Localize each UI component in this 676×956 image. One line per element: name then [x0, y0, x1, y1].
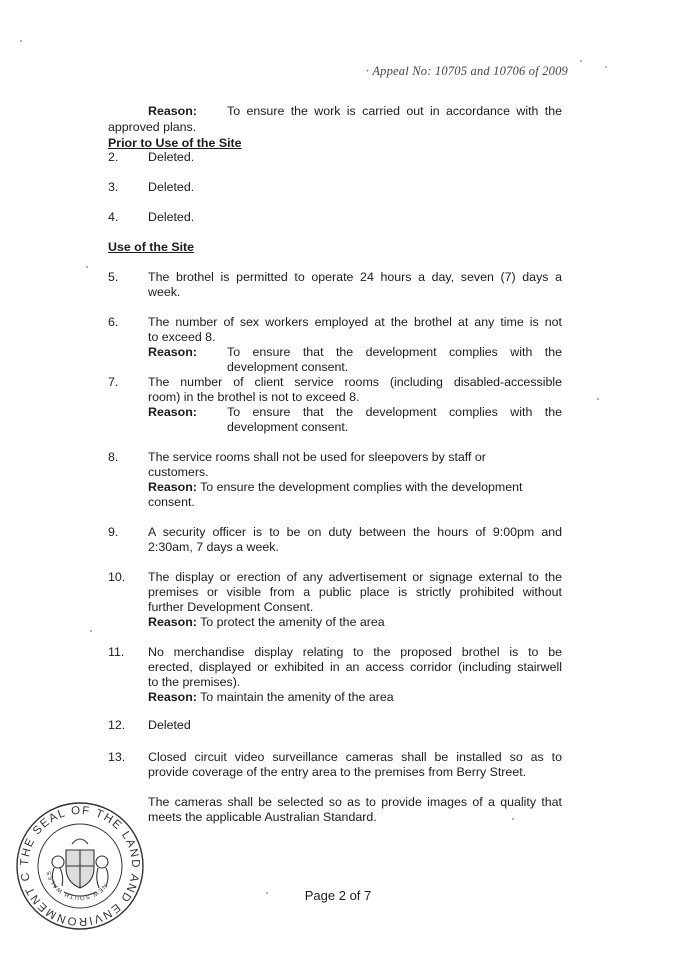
condition-number: 5. — [108, 270, 119, 284]
condition-text: week. — [148, 285, 181, 299]
cameras-paragraph — [148, 795, 562, 825]
intro-reason — [148, 104, 562, 119]
reason-label: Reason: — [148, 345, 197, 359]
condition-text: A security officer is to be on duty between the hours of 9:00pm and — [148, 525, 562, 539]
section-heading-use: Use of the Site — [108, 240, 195, 254]
condition-text: customers. — [148, 465, 209, 479]
reason-label: Reason: — [148, 104, 197, 118]
condition-reason — [148, 615, 562, 630]
condition-reason — [148, 405, 562, 420]
reason-text-continued: approved plans. — [108, 120, 197, 134]
condition-text: No merchandise display relating to the proposed brothel is to be — [148, 645, 562, 659]
reason-text: To protect the amenity of the area — [200, 615, 385, 629]
condition-4 — [108, 210, 194, 225]
condition-text: to the premises). — [148, 675, 241, 689]
condition-reason — [148, 480, 562, 495]
condition-number: 10. — [108, 570, 126, 584]
condition-8 — [148, 450, 562, 510]
condition-text: Deleted. — [148, 180, 195, 194]
condition-7 — [148, 375, 562, 435]
condition-11 — [148, 645, 562, 705]
reason-text: development consent. — [227, 420, 349, 434]
condition-text: The brothel is permitted to operate 24 hours a day, seven (7) days a — [148, 270, 562, 284]
condition-13 — [148, 750, 562, 780]
reason-text: To ensure that the development complies with the — [227, 405, 562, 419]
condition-number: 11. — [108, 645, 125, 659]
reason-text: To ensure the work is carried out in accordance with the — [227, 104, 562, 118]
condition-6 — [148, 315, 562, 375]
condition-reason — [148, 690, 562, 705]
seal-inner-text: NEW SOUTH WALES — [46, 869, 108, 901]
condition-number: 9. — [108, 525, 119, 539]
condition-text: The number of sex workers employed at the brothel at any time is not — [148, 315, 562, 329]
condition-number: 3. — [108, 180, 119, 194]
condition-number: 8. — [108, 450, 119, 464]
reason-text: To ensure the development complies with the development — [200, 480, 523, 494]
condition-text: Deleted. — [148, 210, 195, 224]
reason-label: Reason: — [148, 405, 197, 419]
court-seal-stamp — [14, 800, 146, 936]
condition-number: 2. — [108, 150, 119, 164]
seal-icon — [14, 800, 146, 932]
condition-text: Deleted. — [148, 150, 195, 164]
reason-label: Reason: — [148, 690, 197, 704]
reason-label: Reason: — [148, 615, 197, 629]
condition-9 — [148, 525, 562, 555]
reason-text: To maintain the amenity of the area — [200, 690, 394, 704]
condition-text: Closed circuit video surveillance cameras shall be installed so as to — [148, 750, 562, 764]
reason-text: To ensure that the development complies with the — [227, 345, 562, 359]
condition-text: erected, displayed or exhibited in an access corridor (including stairwell — [148, 660, 562, 674]
condition-number: 4. — [108, 210, 119, 224]
condition-text: provide coverage of the entry area to the premises from Berry Street. — [148, 765, 527, 779]
condition-text: The number of client service rooms (including disabled-accessible — [148, 375, 562, 389]
condition-2 — [108, 150, 194, 165]
reason-text: consent. — [148, 495, 195, 509]
condition-number: 12. — [108, 718, 126, 732]
condition-reason — [148, 345, 562, 360]
reason-label: Reason: — [148, 480, 197, 494]
condition-5 — [148, 270, 562, 300]
paragraph-text: The cameras shall be selected so as to provide images of a quality that — [148, 795, 562, 809]
condition-text: to exceed 8. — [148, 330, 216, 344]
page-number: Page 2 of 7 — [304, 888, 372, 903]
condition-text: 2:30am, 7 days a week. — [148, 540, 279, 554]
condition-number: 7. — [108, 375, 119, 389]
condition-10 — [148, 570, 562, 630]
condition-3 — [108, 180, 194, 195]
appeal-number-header: · Appeal No: 10705 and 10706 of 2009 — [365, 64, 568, 78]
condition-text: The display or erection of any advertisement or signage external to the — [148, 570, 562, 584]
paragraph-text: meets the applicable Australian Standard. — [148, 810, 377, 824]
condition-text: further Development Consent. — [148, 600, 314, 614]
reason-text: development consent. — [227, 360, 349, 374]
seal-outer-text: THE SEAL OF THE LAND AND ENVIRONMENT C — [18, 804, 142, 928]
condition-12: Deleted — [148, 718, 191, 732]
condition-number: 13. — [108, 750, 126, 764]
condition-text: room) in the brothel is not to exceed 8. — [148, 390, 360, 404]
condition-text: The service rooms shall not be used for sleepovers by staff or — [148, 450, 486, 464]
section-heading-prior: Prior to Use of the Site — [108, 136, 242, 150]
condition-text: premises or visible from a public place is strictly prohibited without — [148, 585, 562, 599]
condition-number: 6. — [108, 315, 119, 329]
